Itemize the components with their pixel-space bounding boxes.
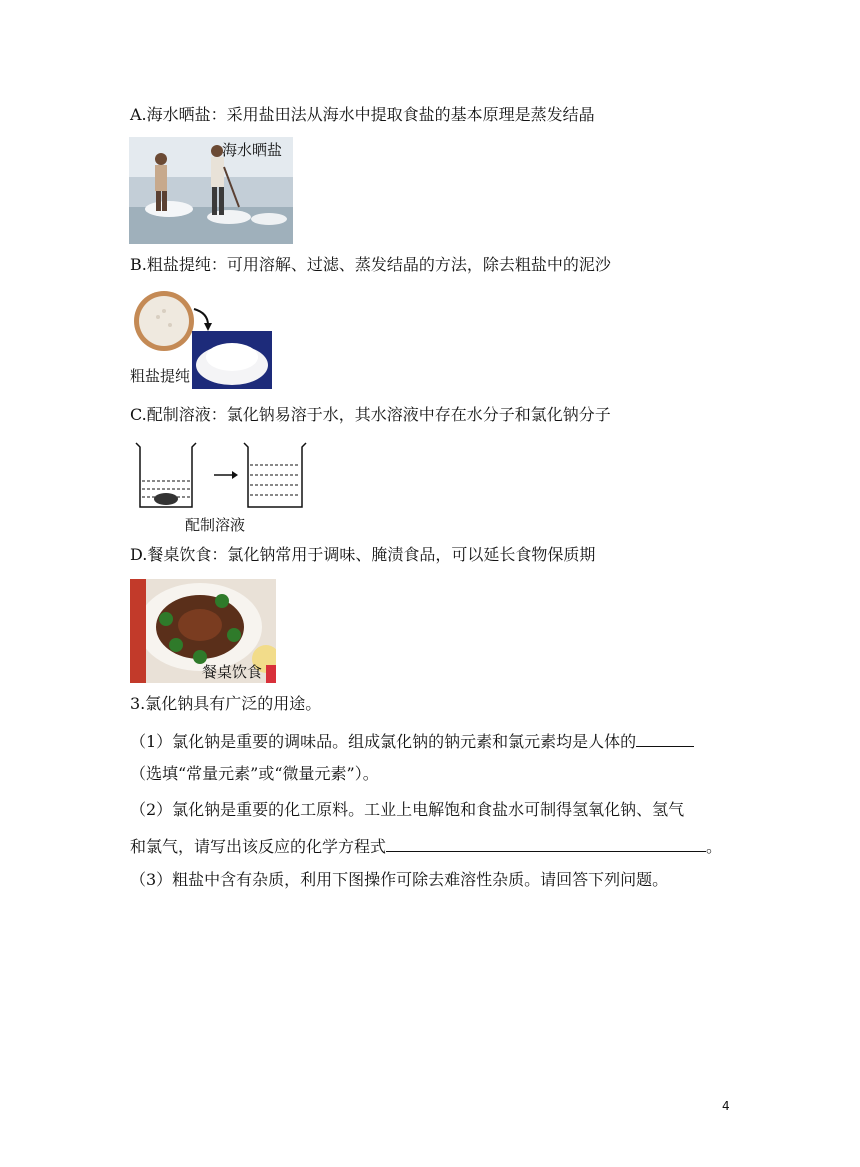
coarse-salt-photo-label: 粗盐提纯 (130, 367, 191, 385)
question-3-part-2-line-1: （2）氯化钠是重要的化工原料。工业上电解饱和食盐水可制得氢氧化钠、氢气 (130, 800, 685, 819)
answer-blank-1[interactable] (636, 730, 694, 747)
question-3-part-1-text: （1）氯化钠是重要的调味品。组成氯化钠的钠元素和氯元素均是人体的 (130, 732, 637, 751)
sea-salt-drying-photo (129, 137, 293, 244)
option-b-text: B.粗盐提纯：可用溶解、过滤、蒸发结晶的方法，除去粗盐中的泥沙 (130, 255, 611, 274)
question-3-part-3: （3）粗盐中含有杂质，利用下图操作可除去难溶性杂质。请回答下列问题。 (130, 870, 669, 889)
question-3-part-1-line-1 (130, 730, 694, 752)
option-c-text: C.配制溶液：氯化钠易溶于水，其水溶液中存在水分子和氯化钠分子 (130, 405, 611, 424)
coarse-salt-purification-photo (128, 287, 272, 389)
question-3-part-1-line-2: （选填“常量元素”或“微量元素”）。 (130, 764, 379, 783)
question-3-part-2-line-2 (130, 835, 722, 857)
question-3-part-2-period: 。 (706, 837, 723, 856)
sea-salt-photo-label: 海水晒盐 (222, 141, 283, 159)
solution-preparation-diagram (130, 437, 308, 533)
question-3-part-2-text: 和氯气，请写出该反应的化学方程式 (130, 837, 387, 856)
solution-diagram-label: 配制溶液 (185, 516, 246, 533)
dining-photo-label: 餐桌饮食 (202, 663, 263, 681)
option-d-text: D.餐桌饮食：氯化钠常用于调味、腌渍食品，可以延长食物保质期 (130, 545, 596, 564)
option-a-text: A.海水晒盐：采用盐田法从海水中提取食盐的基本原理是蒸发结晶 (130, 105, 595, 124)
answer-blank-2[interactable] (386, 835, 706, 852)
question-3-stem: 3.氯化钠具有广泛的用途。 (130, 694, 322, 713)
page-number: 4 (722, 1099, 730, 1113)
dining-table-photo (130, 579, 276, 683)
